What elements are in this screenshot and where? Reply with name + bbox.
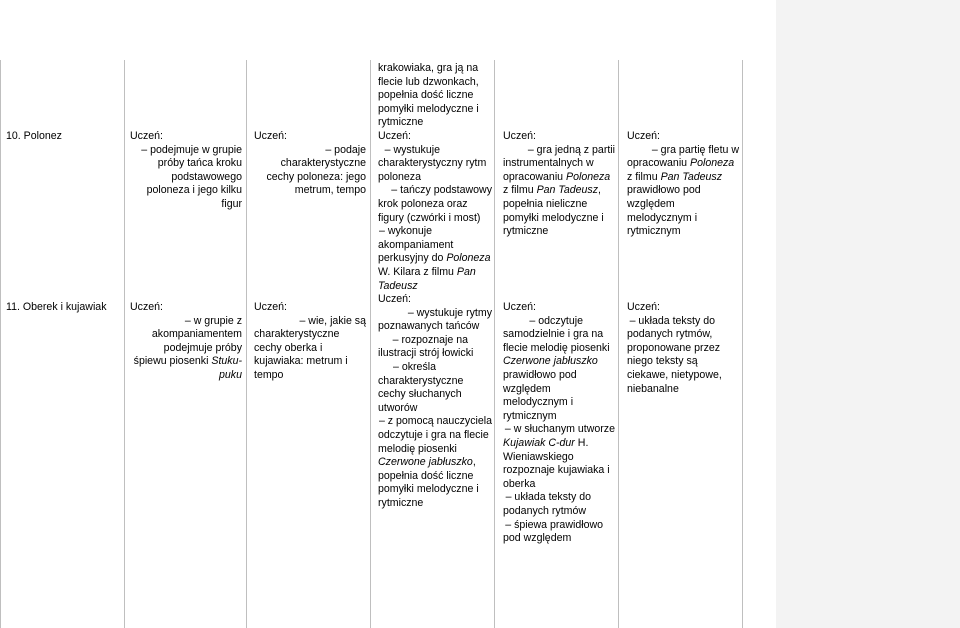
cell-r2-c3: Uczeń: – wie, jakie są charakterystyczne cechy oberka i kujawiaka: metrum i tempo xyxy=(254,301,366,381)
table-border xyxy=(370,60,371,628)
side-pane xyxy=(776,0,960,628)
table-border xyxy=(494,60,495,628)
table-border xyxy=(0,60,1,628)
cell-r2-c5: Uczeń: – odczytuje samodzielnie i gra na flecie melodię piosenki Czerwone jabłuszko prawidłowo pod względem melodycznym i rytmicznym – w słuchanym utworze Kujawiak C-dur H. Wieniawskiego rozpoznaje kujawiaka i oberka – układa teksty do podanych rytmów – śpiewa prawidłowo pod względem xyxy=(503,301,615,545)
row-topic-polonez: 10. Polonez xyxy=(6,130,62,142)
cell-r1-c6: Uczeń: – gra partię fletu w opracowaniu Poloneza z filmu Pan Tadeusz prawidłowo pod względem melodycznym i rytmicznym xyxy=(627,130,739,238)
cell-c4: krakowiaka, gra ją na flecie lub dzwonkach, popełnia dość liczne pomyłki melodyczne i rytmiczne Uczeń: – wystukuje charakterystyczny rytm poloneza – tańczy podstawowy krok poloneza oraz figury (czwórki i most) – wykonuje akompaniament perkusyjny do Poloneza W. Kilara z filmu Pan Tadeusz Uczeń: – wystukuje rytmy poznawanych tańców – rozpoznaje na ilustracji strój łowicki – określa charakterystyczne cechy słuchanych utworów – z pomocą nauczyciela odczytuje i gra na flecie melodię piosenki Czerwone jabłuszko, popełnia dość liczne pomyłki melodyczne i rytmiczne xyxy=(378,62,492,509)
cell-r1-c5: Uczeń: – gra jedną z partii instrumentalnych w opracowaniu Poloneza z filmu Pan Tadeusz, popełnia nieliczne pomyłki melodyczne i rytmiczne xyxy=(503,130,615,238)
table-border xyxy=(124,60,125,628)
table-border xyxy=(246,60,247,628)
cell-r2-c6: Uczeń: – układa teksty do podanych rytmów, proponowane przez niego teksty są ciekawe, nietypowe, niebanalne xyxy=(627,301,722,395)
cell-r2-c2: Uczeń: – w grupie z akompaniamentem podejmuje próby śpiewu piosenki Stuku- puku xyxy=(130,301,242,381)
cell-r1-c3: Uczeń: – podaje charakterystyczne cechy poloneza: jego metrum, tempo xyxy=(254,130,366,197)
table-border xyxy=(742,60,743,628)
table-border xyxy=(618,60,619,628)
cell-r1-c2: Uczeń: – podejmuje w grupie próby tańca kroku podstawowego poloneza i jego kilku figur xyxy=(130,130,242,210)
row-topic-oberek: 11. Oberek i kujawiak xyxy=(6,301,107,313)
